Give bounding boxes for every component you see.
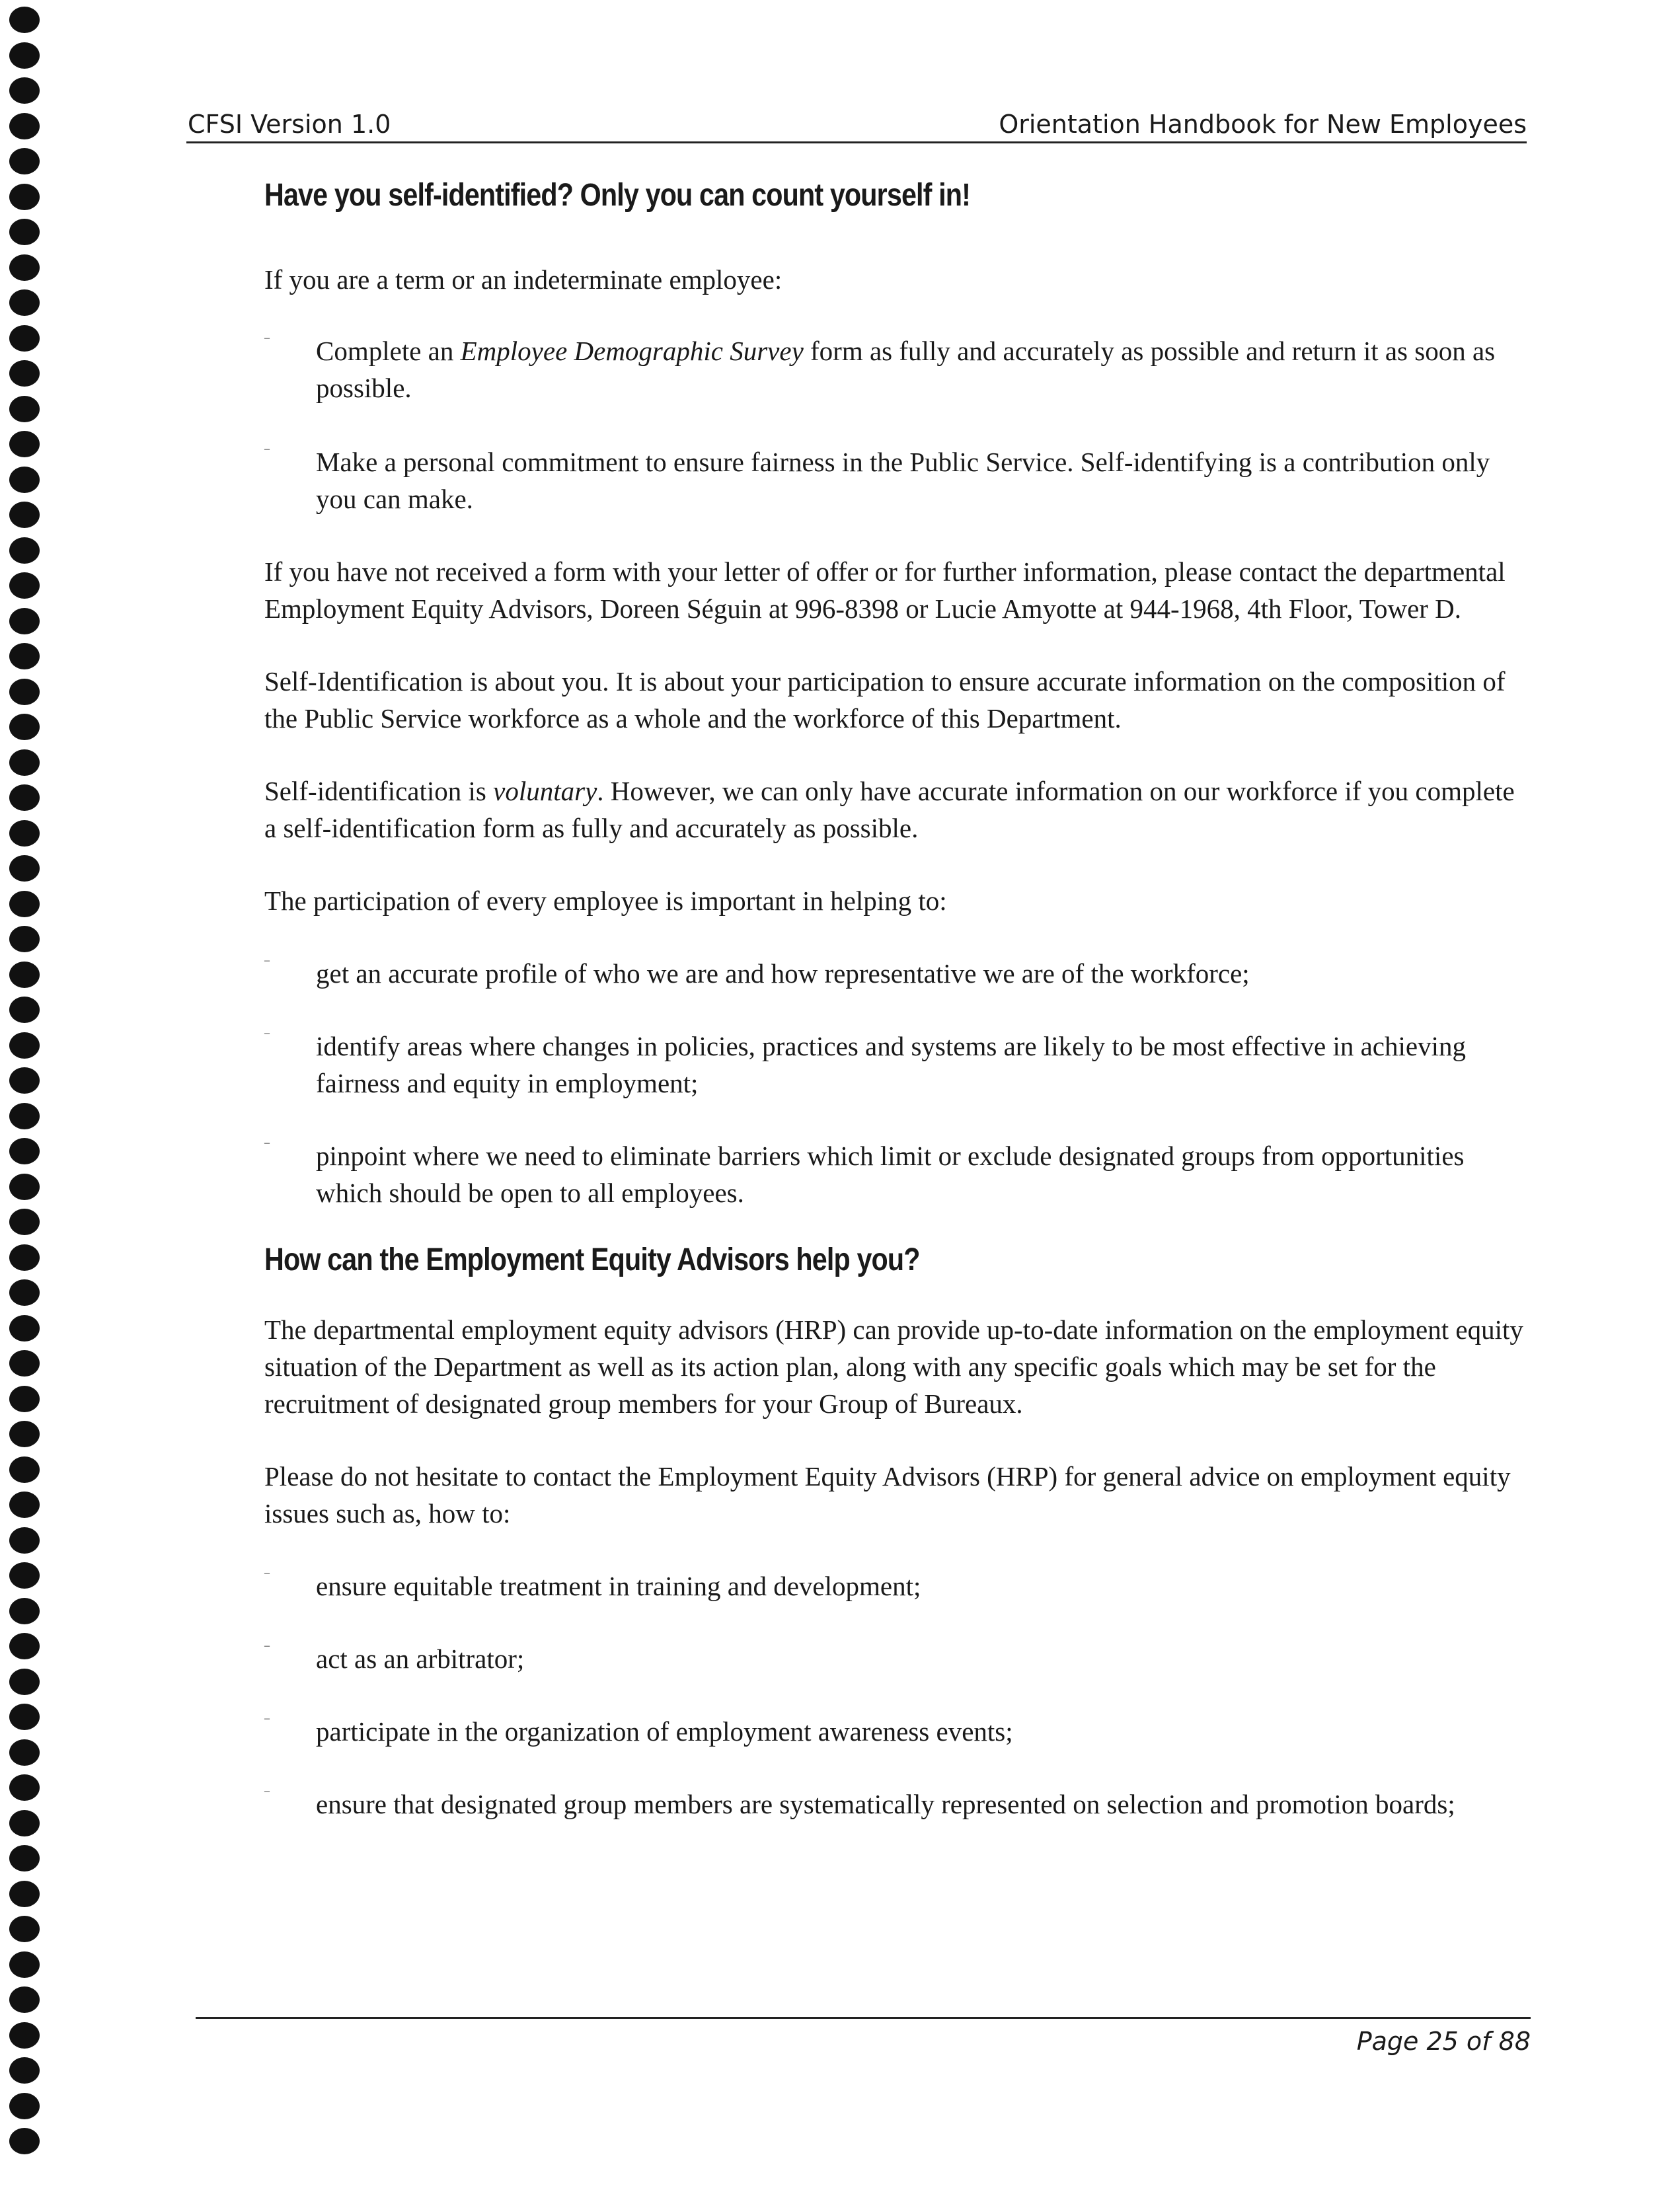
binder-hole [9,820,40,847]
binder-hole [9,289,40,316]
binder-hole [9,184,40,210]
list-item-text: participate in the organization of employment awareness events; [316,1716,1013,1747]
binder-hole [9,962,40,988]
binder-hole [9,467,40,493]
binder-hole [9,502,40,528]
binder-hole [9,1951,40,1978]
voluntary-paragraph: Self-identification is voluntary. However, we can only have accurate information on our workforce if you complete a self-identification form as fully and accurately as possible. [264,776,1515,843]
bullet-dash: – [264,1028,270,1039]
list-item-text: Make a personal commitment to ensure fairness in the Public Service. Self-identifying is a contribution only you can make. [316,447,1490,514]
binder-hole [9,396,40,422]
binder-hole [9,1174,40,1200]
binder-hole [9,749,40,776]
binder-hole [9,1244,40,1271]
form-name: Employee Demographic Survey [460,336,804,366]
contact-paragraph: If you have not received a form with your letter of offer or for further information, please contact the departmental Employment Equity Advisors, Doreen Séguin at 996-8398 or Lucie Amyotte at 944-1968, 4th Floor, Tower D. [264,556,1506,624]
binder-hole [9,926,40,952]
binder-hole [9,1209,40,1235]
binder-hole [9,1598,40,1624]
bullet-dash: – [264,1640,270,1651]
list-item-text: ensure equitable treatment in training and development; [316,1571,921,1601]
list-item [264,1137,1533,1211]
list-item [264,1568,1533,1605]
binder-hole [9,1916,40,1942]
page-header [186,107,1527,143]
binder-hole [9,1562,40,1589]
advice-paragraph: Please do not hesitate to contact the Employment Equity Advisors (HRP) for general advice on employment equity issues such as, how to: [264,1461,1511,1529]
bullet-dash: – [264,955,270,966]
page-footer [196,2017,1531,2056]
bullet-dash: – [264,1568,270,1579]
binder-hole [9,1669,40,1695]
binder-hole [9,2128,40,2154]
bullet-dash: – [264,1786,270,1797]
list-item-text: act as an arbitrator; [316,1644,525,1674]
binder-hole [9,1138,40,1164]
binder-hole [9,572,40,599]
bullet-dash: – [264,1713,270,1724]
binder-hole [9,997,40,1023]
binder-hole [9,679,40,705]
binder-hole [9,891,40,917]
binder-hole [9,2057,40,2084]
binder-hole [9,608,40,634]
list-item [264,1028,1533,1102]
binder-hole [9,360,40,387]
section-heading-advisors: How can the Employment Equity Advisors help you? [264,1242,920,1277]
list-item [264,1713,1533,1750]
advisors-paragraph: The departmental employment equity advisors (HRP) can provide up-to-date information on the employment equity situation of the Department as well as its action plan, along with any specific goals which may be set for the recruitment of designated group members for your Group of Bureaux. [264,1314,1523,1419]
binder-hole [9,1986,40,2013]
binder-hole [9,2022,40,2049]
binder-hole [9,643,40,669]
binder-hole [9,254,40,281]
binder-hole [9,1315,40,1342]
binder-hole [9,1774,40,1801]
binder-hole [9,1492,40,1518]
list-item [264,955,1533,992]
binder-hole [9,325,40,352]
participation-paragraph: The participation of every employee is important in helping to: [264,886,947,916]
binder-hole [9,1067,40,1094]
binder-hole [9,537,40,564]
binder-hole [9,855,40,882]
binder-hole [9,1032,40,1059]
binder-hole [9,42,40,69]
about-paragraph: Self-Identification is about you. It is about your participation to ensure accurate information on the composition of the Public Service workforce as a whole and the workforce of this Department. [264,666,1506,734]
binder-hole [9,1845,40,1871]
binder-hole [9,1103,40,1129]
list-item [264,1786,1533,1823]
list-item [264,332,1533,406]
binder-hole [9,1456,40,1483]
list-item [264,1640,1533,1677]
binder-hole [9,1633,40,1659]
binder-hole [9,2093,40,2119]
bullet-dash: – [264,443,270,455]
binder-hole [9,1704,40,1730]
bullet-dash: – [264,332,270,344]
binder-holes [0,0,46,2192]
list-item-text: pinpoint where we need to eliminate barriers which limit or exclude designated groups from opportunities which should be open to all employees. [316,1141,1465,1208]
list-item [264,443,1533,517]
binder-hole [9,1386,40,1412]
binder-hole [9,1350,40,1377]
binder-hole [9,1881,40,1907]
document-body [264,172,1533,1823]
binder-hole [9,148,40,174]
list-item-text: get an accurate profile of who we are and how representative we are of the workforce; [316,958,1250,989]
list-item-text: Complete an Employee Demographic Survey form as fully and accurately as possible and return it as soon as possible. [316,336,1496,403]
binder-hole [9,113,40,139]
binder-hole [9,431,40,457]
header-version: CFSI Version 1.0 [188,110,391,139]
binder-hole [9,714,40,740]
binder-hole [9,1739,40,1766]
list-item-text: ensure that designated group members are systematically represented on selection and promotion boards; [316,1789,1455,1819]
intro-paragraph: If you are a term or an indeterminate employee: [264,264,783,295]
binder-hole [9,219,40,245]
binder-hole [9,7,40,33]
bullet-dash: – [264,1137,270,1149]
binder-hole [9,1279,40,1306]
binder-hole [9,1527,40,1554]
binder-hole [9,1810,40,1836]
section-heading-self-identified: Have you self-identified? Only you can count yourself in! [264,178,970,213]
binder-hole [9,784,40,811]
binder-hole [9,77,40,104]
header-title: Orientation Handbook for New Employees [999,110,1527,139]
list-item-text: identify areas where changes in policies, practices and systems are likely to be most effective in achieving fairness and equity in employment; [316,1031,1466,1098]
page-number: Page 25 of 88 [1356,2027,1531,2056]
binder-hole [9,1421,40,1447]
